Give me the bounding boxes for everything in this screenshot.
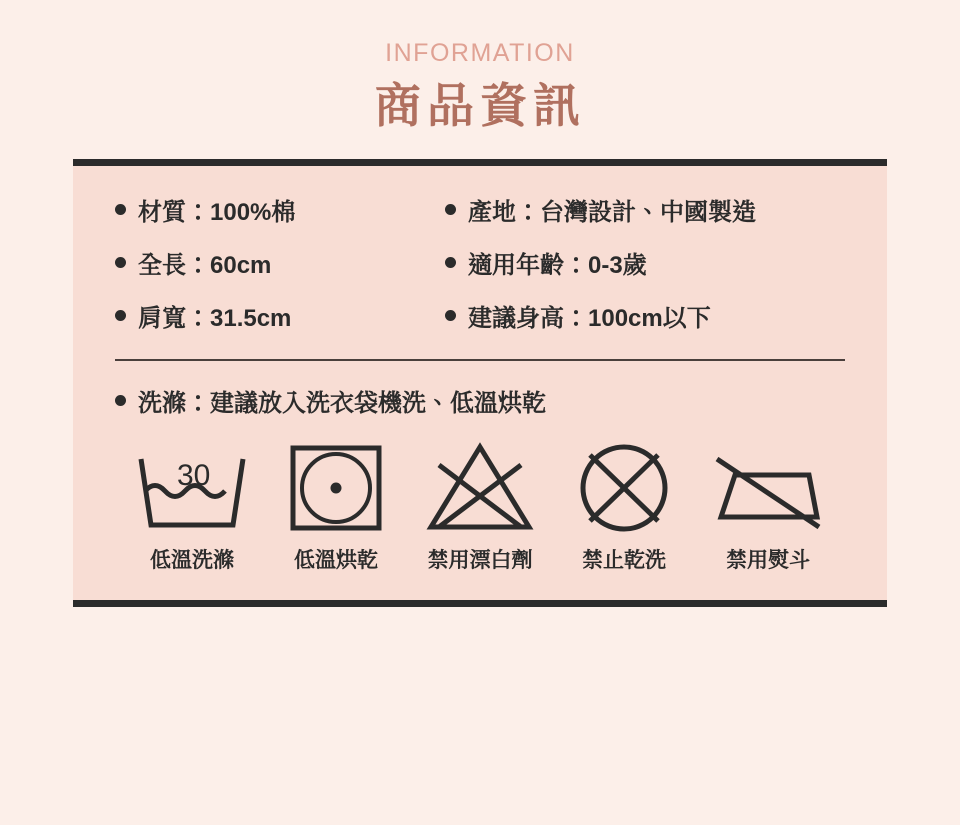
- specifications-grid: [73, 192, 887, 333]
- panel-top-rule: [73, 159, 887, 166]
- spec-item-label: 材質：100%棉: [138, 199, 296, 227]
- care-icon-caption: 禁止乾洗: [582, 549, 666, 573]
- wash-temperature-value: 30: [177, 459, 211, 493]
- page-title: 商品資訊: [374, 78, 586, 132]
- care-icon-cell-no-dry-clean: [553, 440, 695, 574]
- wash-instruction-label: 洗滌：建議放入洗衣袋機洗、低溫烘乾: [138, 390, 546, 418]
- spec-item-label: 產地：台灣設計、中國製造: [468, 199, 756, 227]
- panel-bottom-rule: [73, 600, 887, 607]
- information-panel-wrapper: [73, 159, 887, 607]
- bullet-icon: [445, 310, 456, 321]
- care-icon-caption: 禁用熨斗: [726, 549, 810, 573]
- specifications-column-right: [445, 192, 845, 333]
- tumble-dry-low-icon: [276, 440, 396, 536]
- care-icon-cell-wash: [121, 440, 263, 574]
- spec-item-label: 肩寬：31.5cm: [138, 305, 292, 333]
- care-icon-cell-no-iron: [697, 440, 839, 574]
- care-icon-caption: 低溫洗滌: [150, 549, 234, 573]
- specifications-column-left: [115, 192, 445, 333]
- bullet-icon: [115, 204, 126, 215]
- care-icons-row: [73, 418, 887, 574]
- spec-item-label: 適用年齡：0-3歲: [468, 252, 647, 280]
- spec-item-origin: [445, 192, 845, 227]
- care-icon-cell-tumble-dry: [265, 440, 407, 574]
- do-not-bleach-icon: [420, 440, 540, 536]
- information-panel: [73, 166, 887, 600]
- header-eyebrow: INFORMATION: [385, 39, 575, 67]
- bullet-icon: [115, 310, 126, 321]
- care-icon-caption: 低溫烘乾: [294, 549, 378, 573]
- do-not-dry-clean-icon: [564, 440, 684, 536]
- spec-item-shoulder-width: [115, 298, 445, 333]
- bullet-icon: [445, 257, 456, 268]
- spec-item-material: [115, 192, 445, 227]
- wash-instruction: [73, 361, 887, 418]
- bullet-icon: [115, 257, 126, 268]
- wash-tub-30-icon: [132, 440, 252, 536]
- spec-item-label: 建議身高：100cm以下: [468, 305, 711, 333]
- bullet-icon: [115, 395, 126, 406]
- spec-item-length: [115, 245, 445, 280]
- spec-item-recommended-height: [445, 298, 845, 333]
- spec-item-age-range: [445, 245, 845, 280]
- bullet-icon: [445, 204, 456, 215]
- page-header: [0, 0, 960, 131]
- care-icon-caption: 禁用漂白劑: [427, 549, 533, 573]
- do-not-iron-icon: [708, 440, 828, 536]
- spec-item-label: 全長：60cm: [138, 252, 272, 280]
- care-icon-cell-no-bleach: [409, 440, 551, 574]
